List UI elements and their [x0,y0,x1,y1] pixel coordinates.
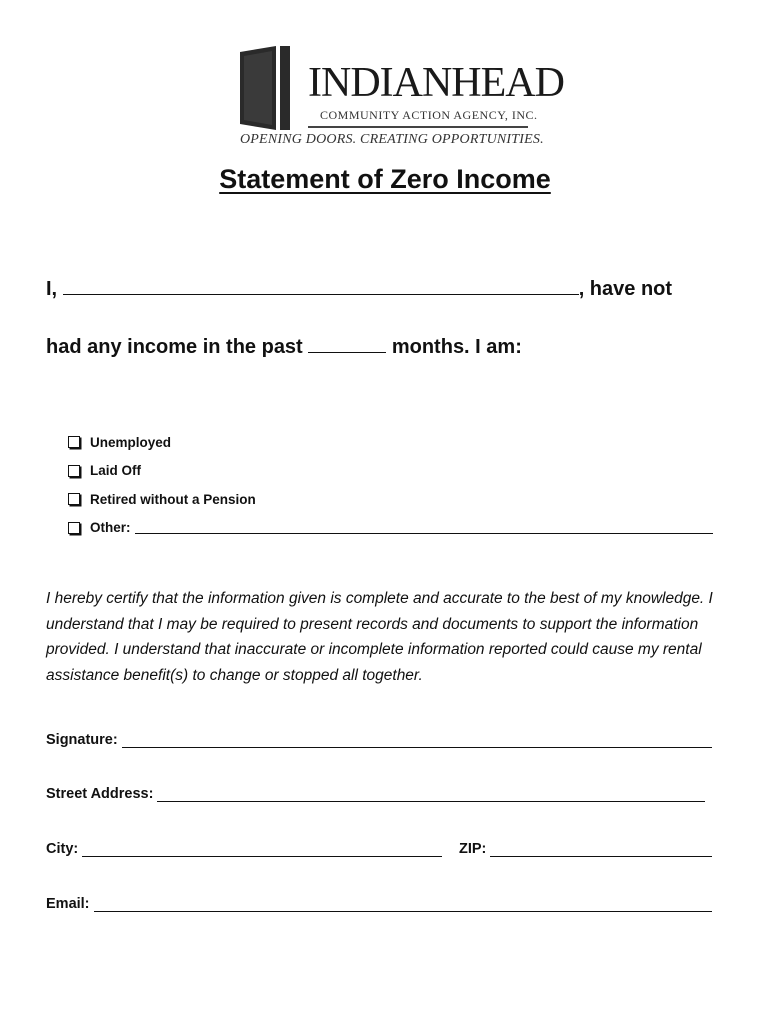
logo-subtitle: COMMUNITY ACTION AGENCY, INC. [320,108,538,122]
months-suffix: months. I am: [391,336,522,358]
logo-divider [308,126,528,128]
street-address-label: Street Address: [46,786,154,802]
name-blank[interactable] [63,276,579,295]
city-label: City: [46,841,79,857]
checkbox-icon[interactable] [68,436,80,448]
signature-label: Signature: [46,732,118,748]
other-blank[interactable] [135,521,713,534]
email-field [46,896,712,912]
option-retired[interactable] [68,485,713,514]
certification-text: I hereby certify that the information given is complete and accurate to the best of my knowledge. I understand that I may be required to present records and documents to support the information provided. I understand that inaccurate or incomplete information reported could cause my rental assistance benefit(s) to change or stopped all together. [46,590,713,684]
option-laid-off[interactable] [68,457,713,486]
months-blank[interactable] [308,334,386,353]
door-logo-icon [236,46,298,130]
zip-label: ZIP: [459,841,487,857]
option-label: Laid Off [90,463,141,479]
city-blank[interactable] [82,842,442,857]
option-unemployed[interactable] [68,428,713,457]
logo-name: INDIANHEAD [308,60,564,106]
checkbox-icon[interactable] [68,522,80,534]
signature-field [46,732,712,748]
name-prefix: I, [46,278,58,300]
checkbox-icon[interactable] [68,465,80,477]
signature-blank[interactable] [122,733,712,748]
checkbox-icon[interactable] [68,493,80,505]
option-label: Unemployed [90,434,172,450]
street-address-blank[interactable] [157,787,705,802]
option-other[interactable] [68,514,713,543]
page-title: Statement of Zero Income [219,164,551,194]
zip-field [459,841,712,857]
city-field [46,841,442,857]
email-blank[interactable] [94,897,712,912]
statement-line-2 [46,334,522,359]
email-label: Email: [46,896,90,912]
statement-line-1 [46,276,672,301]
agency-logo [236,44,564,148]
logo-tagline: OPENING DOORS. CREATING OPPORTUNITIES. [240,132,544,147]
option-label: Retired without a Pension [90,491,256,507]
zip-blank[interactable] [490,842,712,857]
months-prefix: had any income in the past [46,336,303,358]
street-address-field [46,786,705,802]
option-label: Other: [90,520,131,536]
status-options [68,428,713,542]
name-suffix: , have not [578,278,673,300]
